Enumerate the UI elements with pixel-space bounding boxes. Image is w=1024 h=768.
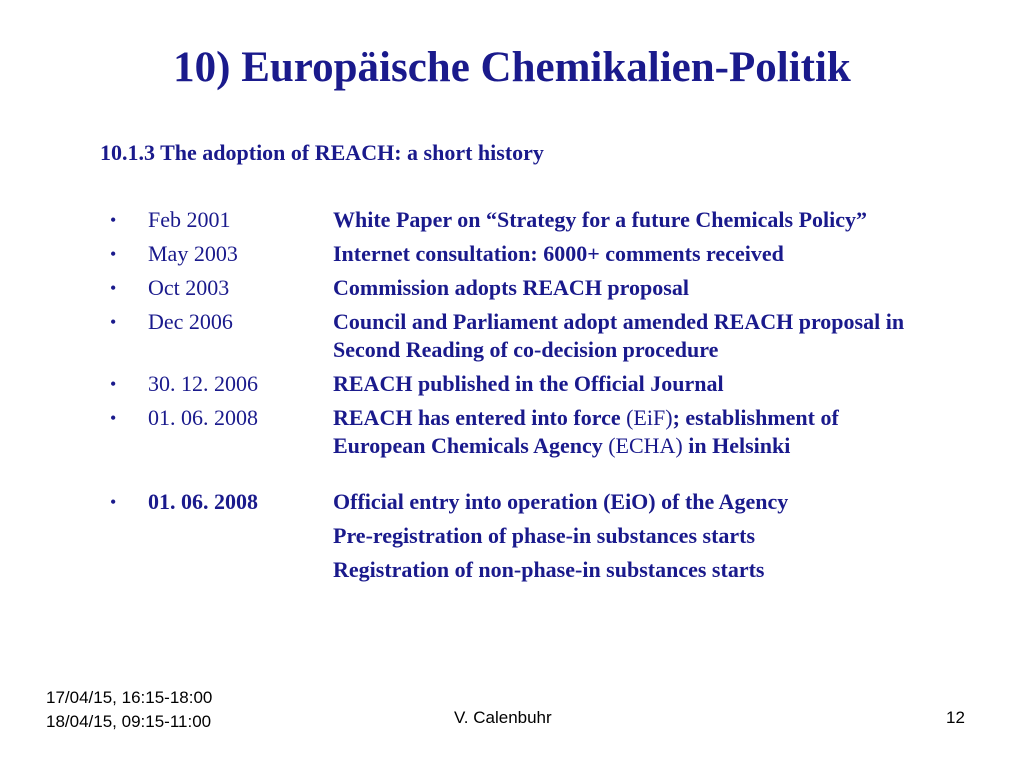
timeline-item	[0, 206, 1024, 234]
timeline-item	[0, 370, 1024, 398]
timeline-text	[333, 404, 913, 460]
text-part: ; establishment of European Chemicals Agency	[333, 405, 839, 458]
timeline-item	[0, 240, 1024, 268]
footer-page-number: 12	[946, 708, 965, 727]
footer-author: V. Calenbuhr	[454, 708, 552, 727]
timeline-date: 01. 06. 2008	[148, 489, 258, 514]
timeline-date: May 2003	[148, 241, 238, 266]
timeline-text: Internet consultation: 6000+ comments received	[333, 241, 784, 266]
bullet-icon: •	[110, 244, 117, 264]
timeline-list	[0, 206, 1024, 584]
extra-line: Registration of non-phase-in substances starts	[333, 557, 765, 582]
text-part: REACH has entered into force	[333, 405, 627, 430]
text-part: in Helsinki	[682, 433, 791, 458]
timeline-date: 01. 06. 2008	[148, 405, 258, 430]
section-subtitle: 10.1.3 The adoption of REACH: a short history	[100, 140, 544, 165]
timeline-text: Council and Parliament adopt amended REACH proposal in Second Reading of co-decision procedure	[333, 309, 905, 362]
footer-date-line: 18/04/15, 09:15-11:00	[46, 712, 212, 731]
footer-dates	[46, 686, 212, 734]
slide-title: 10) Europäische Chemikalien-Politik	[173, 44, 851, 91]
spacer	[0, 460, 1024, 488]
timeline-text: REACH published in the Official Journal	[333, 371, 724, 396]
bullet-icon: •	[110, 492, 117, 512]
timeline-text: Commission adopts REACH proposal	[333, 275, 689, 300]
timeline-date: Dec 2006	[148, 309, 233, 334]
bullet-icon: •	[110, 210, 117, 230]
timeline-text: White Paper on “Strategy for a future Chemicals Policy”	[333, 207, 868, 232]
bullet-icon: •	[110, 408, 117, 428]
timeline-item	[0, 488, 1024, 516]
bullet-icon: •	[110, 312, 117, 332]
abbreviation-eif: (EiF)	[626, 405, 673, 430]
timeline-text: Official entry into operation (EiO) of the Agency	[333, 489, 789, 514]
bullet-icon: •	[110, 374, 117, 394]
timeline-date: Feb 2001	[148, 207, 231, 232]
timeline-date: 30. 12. 2006	[148, 371, 258, 396]
timeline-date: Oct 2003	[148, 275, 230, 300]
extra-line: Pre-registration of phase-in substances starts	[333, 523, 756, 548]
abbreviation-echa: (ECHA)	[608, 433, 683, 458]
timeline-item	[0, 404, 1024, 460]
bullet-icon: •	[110, 278, 117, 298]
footer-date-line: 17/04/15, 16:15-18:00	[46, 688, 213, 707]
timeline-item	[0, 308, 1024, 364]
timeline-item	[0, 274, 1024, 302]
